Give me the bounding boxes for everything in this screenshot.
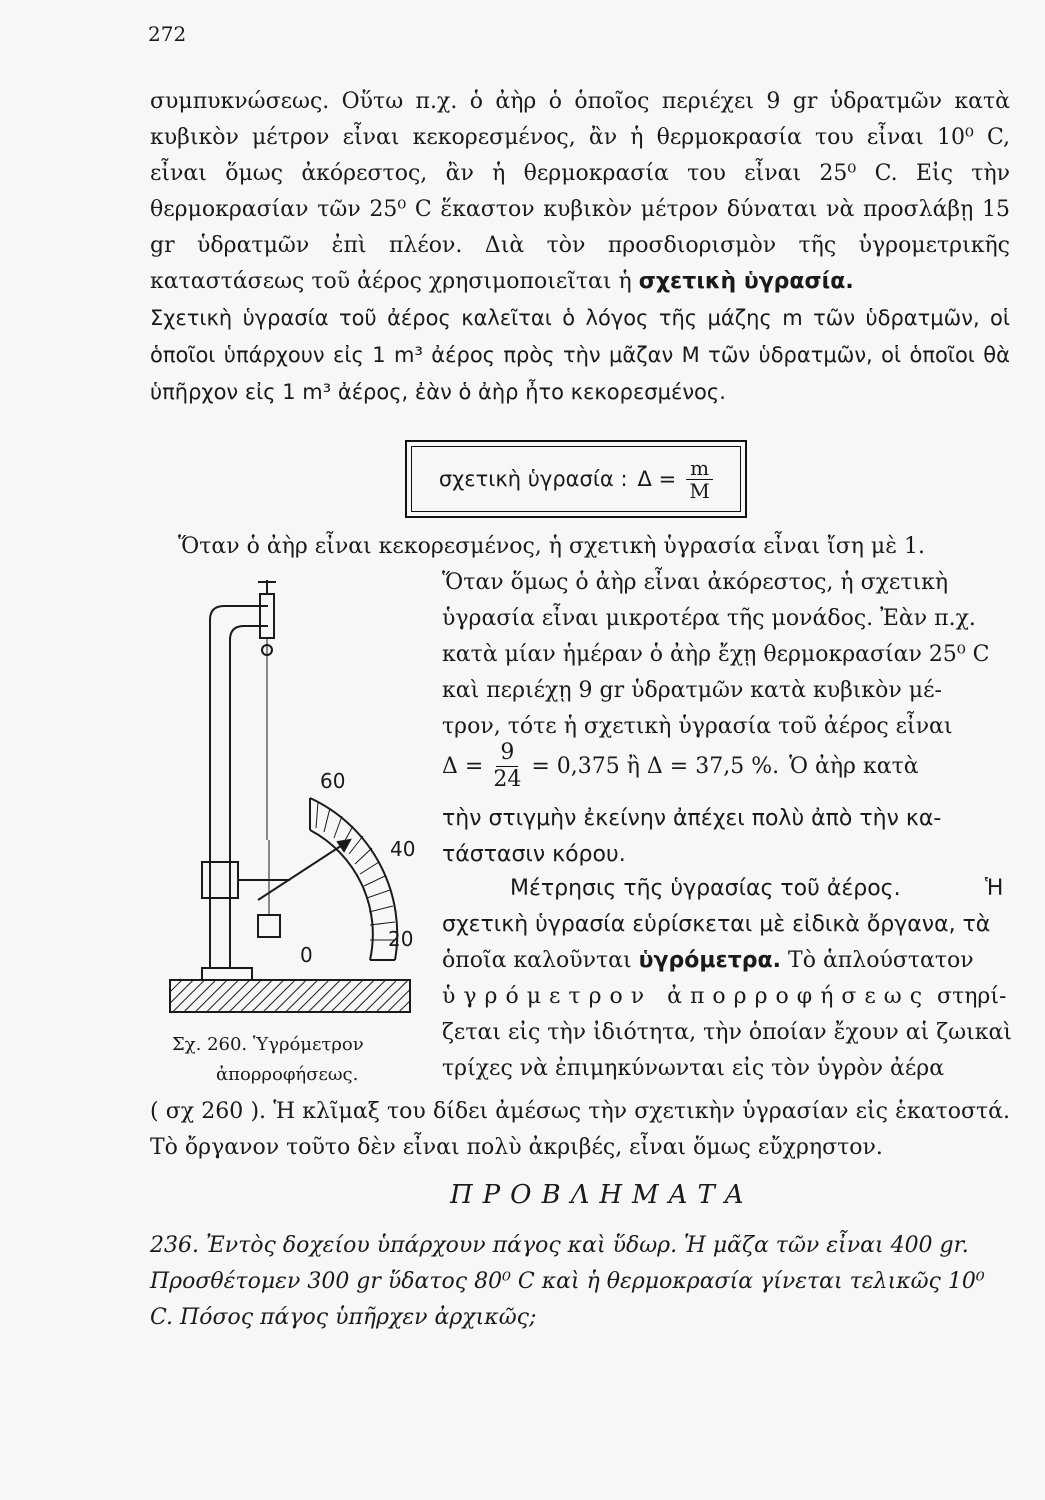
- definition-paragraph: Σχετικὴ ὑγρασία τοῦ ἀέρος καλεῖται ὁ λόγος τῆς μάζης m τῶν ὑδρατμῶν, οἱ ὁποῖοι ὑπάρχουν εἰς 1 m³ ἀέρος πρὸς τὴν μᾶζαν M τῶν ὑδρατμῶν, οἱ ὁποῖοι θὰ ὑπῆρχον εἰς 1 m³ ἀέρος, ἐὰν ὁ ἀὴρ ἦτο κεκορεσμένος.: [150, 306, 1010, 404]
- measurement-line-1: Ἡ: [985, 876, 1004, 901]
- hygrometer-term: ὑγρόμετρα.: [638, 948, 782, 973]
- right-line-5: τρον, τότε ἡ σχετικὴ ὑγρασία τοῦ ἀέρος εἶναι: [442, 714, 953, 739]
- scale-label-40: 40: [390, 837, 416, 861]
- formula-numerator: m: [686, 457, 713, 480]
- formula-fraction: [686, 457, 713, 502]
- scale-label-20: 20: [388, 927, 414, 951]
- right-line-1: Ὅταν ὅμως ὁ ἀὴρ εἶναι ἀκόρεστος, ἡ σχετικὴ: [442, 570, 949, 595]
- measurement-line-3: [442, 948, 974, 973]
- absorption-hygrometer-term: ὑγρόμετρον ἀπορροφήσεως: [442, 984, 931, 1009]
- formula-label: σχετικὴ ὑγρασία :: [438, 467, 628, 491]
- saturated-line: Ὅταν ὁ ἀὴρ εἶναι κεκορεσμένος, ἡ σχετικὴ ὑγρασία εἶναι ἴση μὲ 1.: [178, 534, 926, 559]
- right-line-2: ὑγρασία εἶναι μικροτέρα τῆς μονάδος. Ἐὰν π.χ.: [442, 606, 976, 631]
- base-block: [202, 968, 252, 980]
- example-lhs: Δ =: [442, 754, 484, 779]
- intro-paragraph: [150, 84, 1010, 300]
- example-tail: Ὁ ἀὴρ κατὰ: [789, 754, 919, 779]
- measurement-line-3a: ὁποῖα καλοῦνται: [442, 948, 632, 973]
- hygrometer-base: [170, 980, 410, 1012]
- measurement-heading: Μέτρησις τῆς ὑγρασίας τοῦ ἀέρος.: [510, 876, 901, 901]
- hygrometer-figure: [150, 570, 440, 1040]
- problem-236: 236. Ἐντὸς δοχείου ὑπάρχουν πάγος καὶ ὕδωρ. Ἡ μᾶζα τῶν εἶναι 400 gr. Προσθέτομεν 300 gr ὕδατος 80⁰ C καὶ ἡ θερμοκρασία γίνεται τελικῶς 10⁰ C. Πόσος πάγος ὑπῆρχεν ἀρχικῶς;: [150, 1233, 985, 1330]
- weight: [258, 915, 280, 937]
- after-line-1: τὴν στιγμὴν ἐκείνην ἀπέχει πολὺ ἀπὸ τὴν κα-: [442, 806, 942, 831]
- example-numerator: 9: [496, 740, 518, 767]
- measurement-line-3b: Τὸ ἁπλούστατον: [788, 948, 974, 973]
- right-line-3: κατὰ μίαν ἡμέραν ὁ ἀὴρ ἔχῃ θερμοκρασίαν 25⁰ C: [442, 642, 990, 667]
- right-line-4: καὶ περιέχῃ 9 gr ὑδρατμῶν κατὰ κυβικὸν μέ-: [442, 678, 942, 703]
- formula-box-inner: [411, 446, 741, 512]
- measurement-line-5: ζεται εἰς τὴν ἰδιότητα, τὴν ὁποίαν ἔχουν αἱ ζωικαὶ: [442, 1020, 1012, 1045]
- pointer-needle: [258, 840, 350, 900]
- scale-arc-outer: [310, 798, 397, 960]
- figure-caption-1: Σχ. 260. Ὑγρόμετρον: [172, 1034, 364, 1055]
- scale-label-0: 0: [300, 943, 313, 967]
- after-line-2: τάστασιν κόρου.: [442, 842, 626, 867]
- measurement-line-2: σχετικὴ ὑγρασία εὑρίσκεται μὲ εἰδικὰ ὄργανα, τὰ: [442, 912, 991, 937]
- pointer-tip: [338, 840, 350, 851]
- closing-paragraph: ( σχ 260 ). Ἡ κλῖμαξ του δίδει ἀμέσως τὴν σχετικὴν ὑγρασίαν εἰς ἑκατοστά. Τὸ ὄργανον τοῦτο δὲν εἶναι πολὺ ἀκριβές, εἶναι ὅμως εὔχρηστον.: [150, 1099, 1010, 1160]
- scale-arc-inner: [310, 830, 373, 960]
- formula-box: [405, 440, 747, 518]
- example-denominator: 24: [493, 767, 522, 792]
- example-result: = 0,375 ἢ Δ = 37,5 %.: [531, 754, 780, 779]
- measurement-line-4b: στηρί-: [937, 984, 1007, 1009]
- formula-lhs: Δ =: [637, 467, 677, 491]
- clamp: [260, 594, 274, 638]
- problems-heading: ΠΡΟΒΛΗΜΑΤΑ: [450, 1180, 754, 1210]
- formula-denominator: M: [689, 478, 710, 503]
- example-formula: [442, 740, 919, 793]
- intro-term: σχετικὴ ὑγρασία.: [638, 269, 854, 294]
- page-number: 272: [148, 22, 187, 46]
- scale-label-60: 60: [320, 769, 346, 793]
- measurement-line-4: [442, 984, 1006, 1009]
- collar: [202, 862, 238, 898]
- intro-text: συμπυκνώσεως. Οὕτω π.χ. ὁ ἀὴρ ὁ ὁποῖος περιέχει 9 gr ὑδρατμῶν κατὰ κυβικὸν μέτρον εἶναι κεκορεσμένος, ἂν ἡ θερμοκρασία του εἶναι 10⁰ C, εἶναι ὅμως ἀκόρεστος, ἂν ἡ θερμοκρασία του εἶναι 25⁰ C. Εἰς τὴν θερμοκρασίαν τῶν 25⁰ C ἕκαστον κυβικὸν μέτρον δύναται νὰ προσλάβῃ 15 gr ὑδρατμῶν ἐπὶ πλέον. Διὰ τὸν προσδιορισμὸν τῆς ὑγρομετρικῆς καταστάσεως τοῦ ἀέρος χρησιμοποιεῖται ἡ: [150, 89, 1010, 294]
- example-fraction: [493, 740, 521, 793]
- measurement-line-6: τρίχες νὰ ἐπιμηκύνωνται εἰς τὸν ὑγρὸν ἀέρα: [442, 1056, 945, 1081]
- figure-caption-2: ἀπορροφήσεως.: [216, 1064, 359, 1085]
